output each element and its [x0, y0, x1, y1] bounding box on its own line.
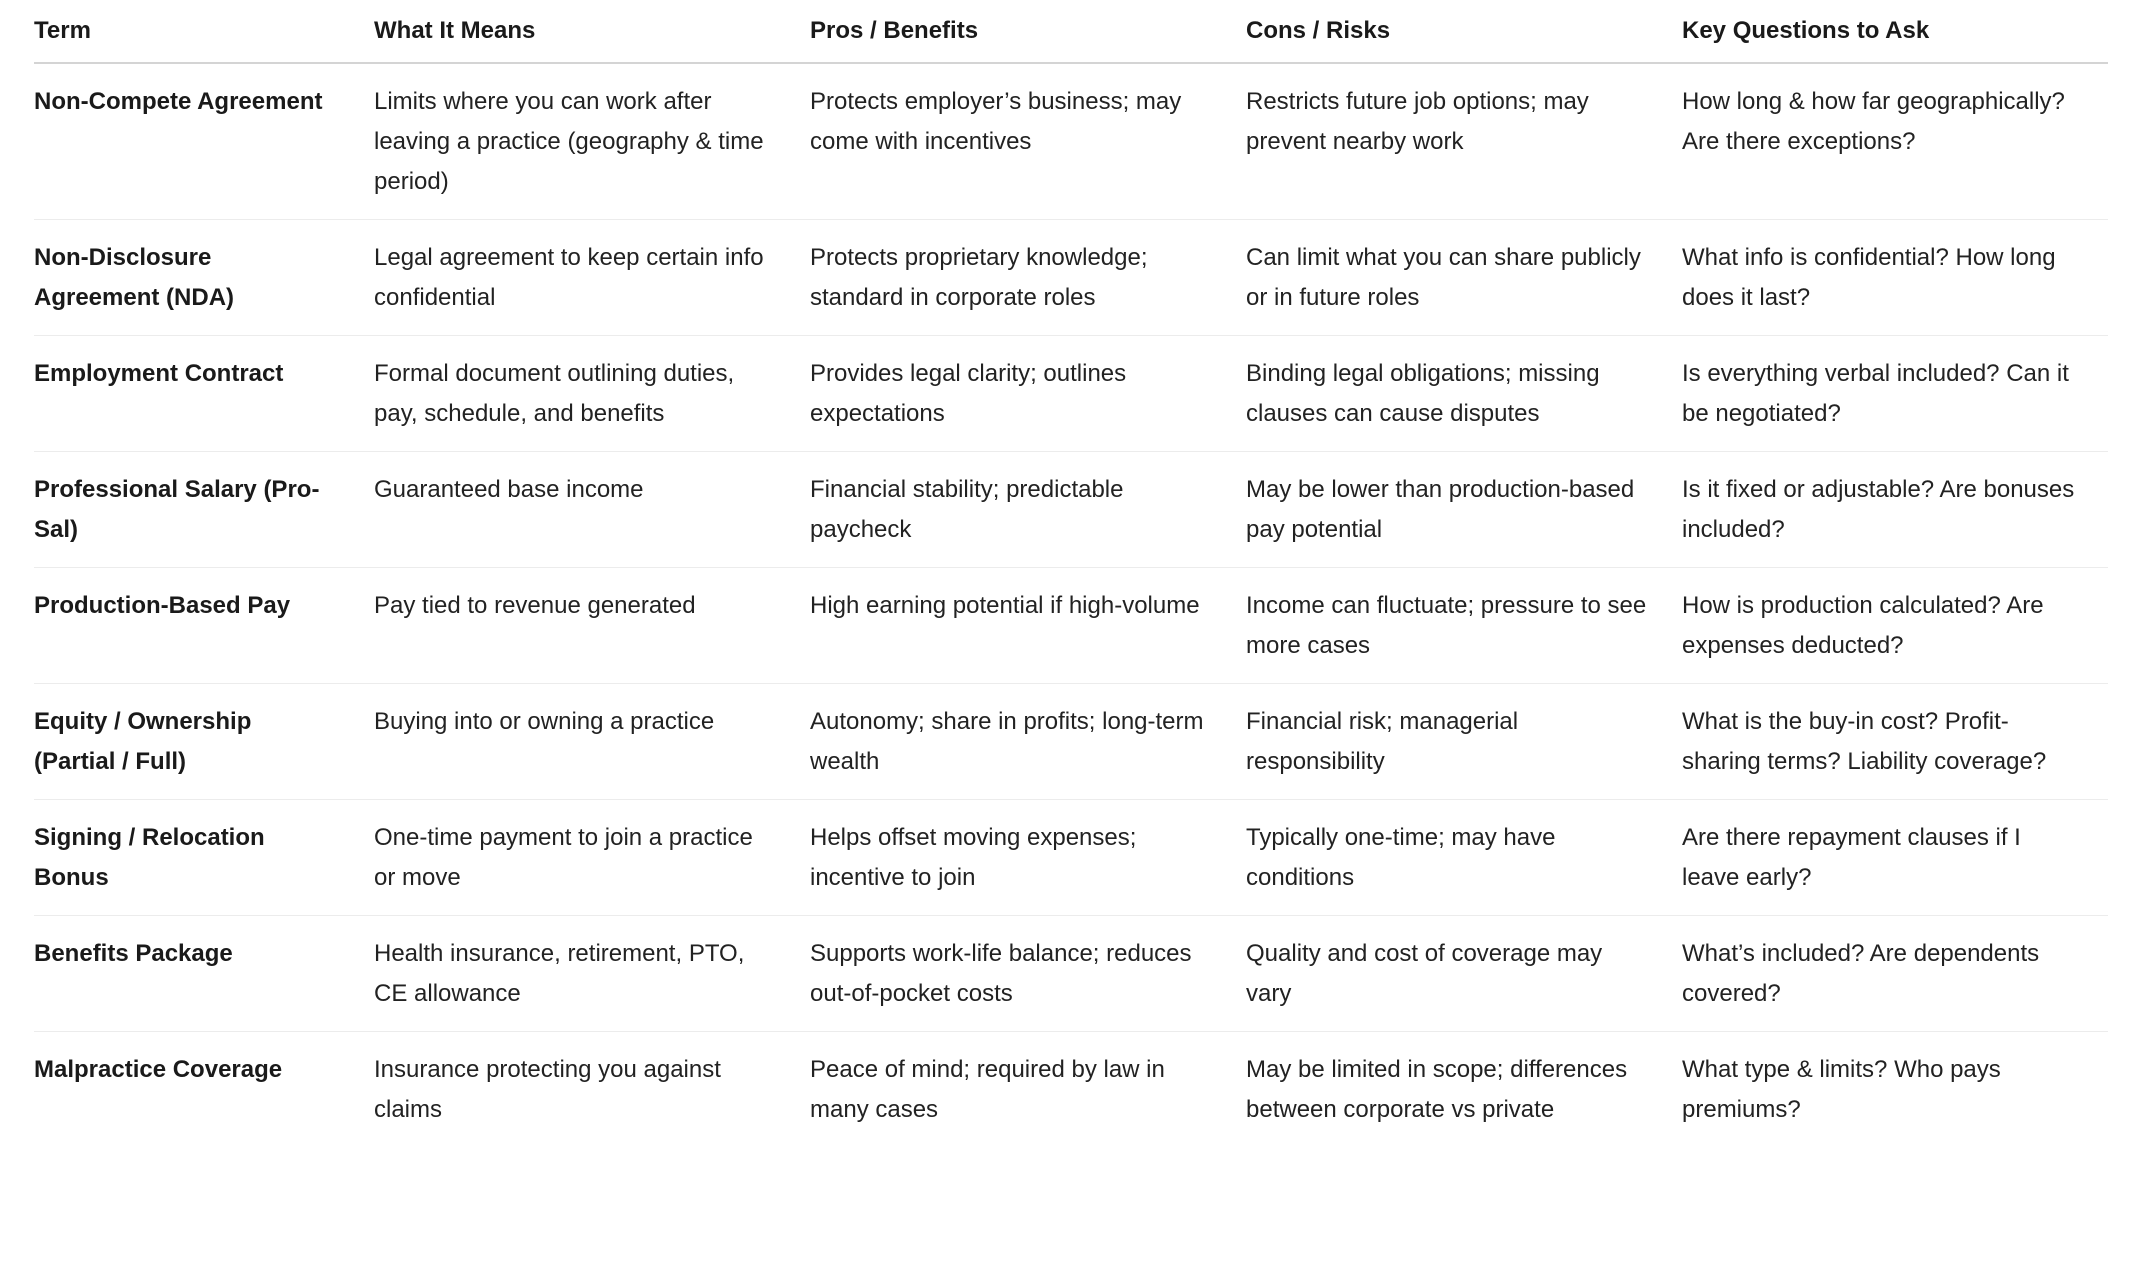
cell-term: Production-Based Pay: [34, 568, 374, 684]
cell-cons: Income can fluctuate; pressure to see more cases: [1246, 568, 1682, 684]
cell-cons: Binding legal obligations; missing clauses can cause disputes: [1246, 336, 1682, 452]
cell-term: Employment Contract: [34, 336, 374, 452]
contract-terms-table: [34, 0, 2108, 1147]
column-header-cons: Cons / Risks: [1246, 0, 1682, 63]
column-header-key-questions: Key Questions to Ask: [1682, 0, 2108, 63]
header-row: [34, 0, 2108, 63]
cell-what-it-means: Guaranteed base income: [374, 452, 810, 568]
table-row: [34, 336, 2108, 452]
table-row: [34, 452, 2108, 568]
cell-key-questions: Is it fixed or adjustable? Are bonuses included?: [1682, 452, 2108, 568]
cell-key-questions: Is everything verbal included? Can it be negotiated?: [1682, 336, 2108, 452]
cell-what-it-means: One-time payment to join a practice or move: [374, 800, 810, 916]
cell-key-questions: Are there repayment clauses if I leave early?: [1682, 800, 2108, 916]
cell-pros: Helps offset moving expenses; incentive to join: [810, 800, 1246, 916]
cell-key-questions: What type & limits? Who pays premiums?: [1682, 1056, 2001, 1123]
table-body: [34, 63, 2108, 1147]
table-row: [34, 1032, 2108, 1148]
cell-key-questions: What is the buy-in cost? Profit-sharing terms? Liability coverage?: [1682, 684, 2108, 800]
cell-term: Non-Compete Agreement: [34, 63, 374, 220]
cell-key-questions: How is production calculated? Are expenses deducted?: [1682, 568, 2108, 684]
cell-pros: Provides legal clarity; outlines expectations: [810, 336, 1246, 452]
cell-cons: Quality and cost of coverage may vary: [1246, 916, 1682, 1032]
cell-term: Professional Salary (Pro-Sal): [34, 452, 374, 568]
table-row: [34, 684, 2108, 800]
cell-pros: Supports work-life balance; reduces out-of-pocket costs: [810, 916, 1246, 1032]
cell-term: Signing / Relocation Bonus: [34, 800, 374, 916]
column-header-pros: Pros / Benefits: [810, 0, 1246, 63]
cell-term: Equity / Ownership (Partial / Full): [34, 684, 374, 800]
cell-cons: May be lower than production-based pay potential: [1246, 452, 1682, 568]
cell-pros: Autonomy; share in profits; long-term wealth: [810, 684, 1246, 800]
cell-key-questions: What’s included? Are dependents covered?: [1682, 916, 2108, 1032]
cell-what-it-means: Formal document outlining duties, pay, schedule, and benefits: [374, 336, 810, 452]
cell-term: Benefits Package: [34, 916, 374, 1032]
column-header-term: Term: [34, 0, 374, 63]
cell-pros: Peace of mind; required by law in many cases: [810, 1056, 1165, 1123]
table-row: [34, 568, 2108, 684]
column-header-what-it-means: What It Means: [374, 0, 810, 63]
cell-cons: Typically one-time; may have conditions: [1246, 800, 1682, 916]
table-header: [34, 0, 2108, 63]
cell-pros: Protects proprietary knowledge; standard in corporate roles: [810, 220, 1246, 336]
cell-pros: Financial stability; predictable paycheck: [810, 452, 1246, 568]
cell-what-it-means: Pay tied to revenue generated: [374, 568, 810, 684]
cell-cons: Can limit what you can share publicly or in future roles: [1246, 220, 1682, 336]
table-row: [34, 63, 2108, 220]
cell-pros: High earning potential if high-volume: [810, 568, 1246, 684]
cell-key-questions: What info is confidential? How long does it last?: [1682, 220, 2108, 336]
contract-terms-table-container: [34, 0, 2108, 1147]
cell-cons: May be limited in scope; differences between corporate vs private: [1246, 1056, 1628, 1123]
cell-what-it-means: Legal agreement to keep certain info confidential: [374, 220, 810, 336]
cell-key-questions: How long & how far geographically? Are there exceptions?: [1682, 63, 2108, 220]
table-row: [34, 800, 2108, 916]
cell-what-it-means: Buying into or owning a practice: [374, 684, 810, 800]
cell-what-it-means: Health insurance, retirement, PTO, CE allowance: [374, 916, 810, 1032]
table-row: [34, 916, 2108, 1032]
cell-what-it-means: Limits where you can work after leaving a practice (geography & time period): [374, 63, 810, 220]
cell-what-it-means: Insurance protecting you against claims: [374, 1056, 721, 1123]
cell-pros: Protects employer’s business; may come with incentives: [810, 63, 1246, 220]
cell-cons: Financial risk; managerial responsibility: [1246, 684, 1682, 800]
cell-cons: Restricts future job options; may prevent nearby work: [1246, 63, 1682, 220]
cell-term: Non-Disclosure Agreement (NDA): [34, 220, 374, 336]
cell-term: Malpractice Coverage: [34, 1056, 283, 1083]
table-row: [34, 220, 2108, 336]
